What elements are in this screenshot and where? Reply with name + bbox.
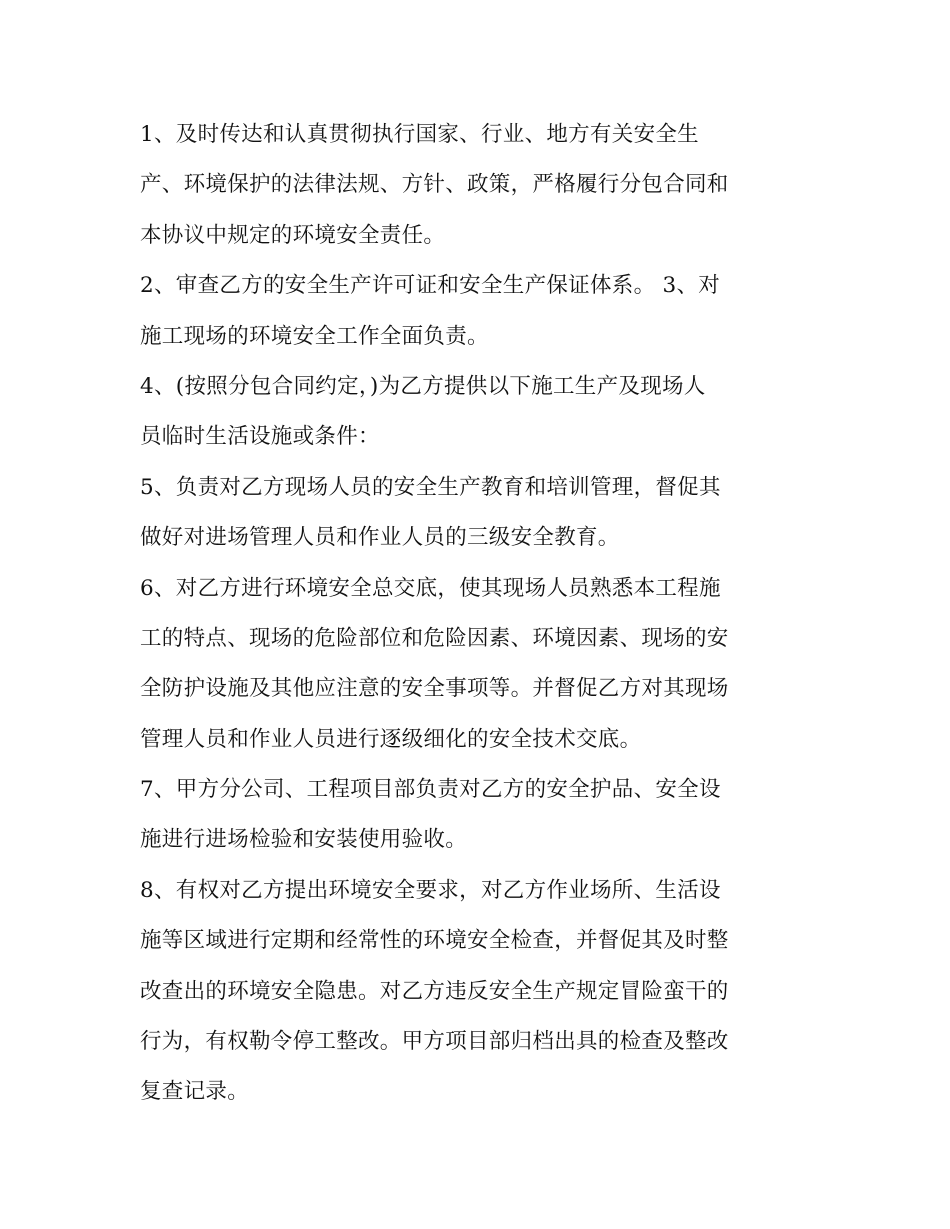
document-body [140,110,820,1118]
text-line: 复查记录。 [140,1079,250,1105]
text-line: 8、有权对乙方提出环境安全要求，对乙方作业场所、生活设 [140,877,721,903]
text-line: 施进行进场检验和安装使用验收。 [140,827,468,853]
clause-5 [140,463,820,564]
clause-6 [140,564,820,766]
clause-1 [140,110,820,261]
text-line: 产、环境保护的法律法规、方针、政策，严格履行分包合同和 [140,172,729,198]
clause-8 [140,866,820,1118]
text-line: 2、审查乙方的安全生产许可证和安全生产保证体系。 3、对 [140,273,721,299]
clause-4 [140,362,820,463]
text-line: 全防护设施及其他应注意的安全事项等。并督促乙方对其现场 [140,676,729,702]
text-line: 4、(按照分包合同约定，)为乙方提供以下施工生产及现场人 [140,373,706,399]
text-line: 7、甲方分公司、工程项目部负责对乙方的安全护品、安全设 [140,777,721,803]
clause-7 [140,765,820,866]
text-line: 5、负责对乙方现场人员的安全生产教育和培训管理，督促其 [140,474,721,500]
text-line: 施等区域进行定期和经常性的环境安全检查，并督促其及时整 [140,928,729,954]
text-line: 6、对乙方进行环境安全总交底，使其现场人员熟悉本工程施 [140,575,721,601]
text-line: 施工现场的环境安全工作全面负责。 [140,323,489,349]
text-line: 做好对进场管理人员和作业人员的三级安全教育。 [140,525,620,551]
text-line: 管理人员和作业人员进行逐级细化的安全技术交底。 [140,726,642,752]
clause-2 [140,261,820,362]
text-line: 行为，有权勒令停工整改。甲方项目部归档出具的检查及整改 [140,1029,729,1055]
text-line: 工的特点、现场的危险部位和危险因素、环境因素、现场的安 [140,625,729,651]
text-line: 1、及时传达和认真贯彻执行国家、行业、地方有关安全生 [140,122,699,147]
text-line: 本协议中规定的环境安全责任。 [140,222,446,248]
text-line: 改查出的环境安全隐患。对乙方违反安全生产规定冒险蛮干的 [140,978,729,1004]
text-line: 员临时生活设施或条件： [140,424,380,450]
